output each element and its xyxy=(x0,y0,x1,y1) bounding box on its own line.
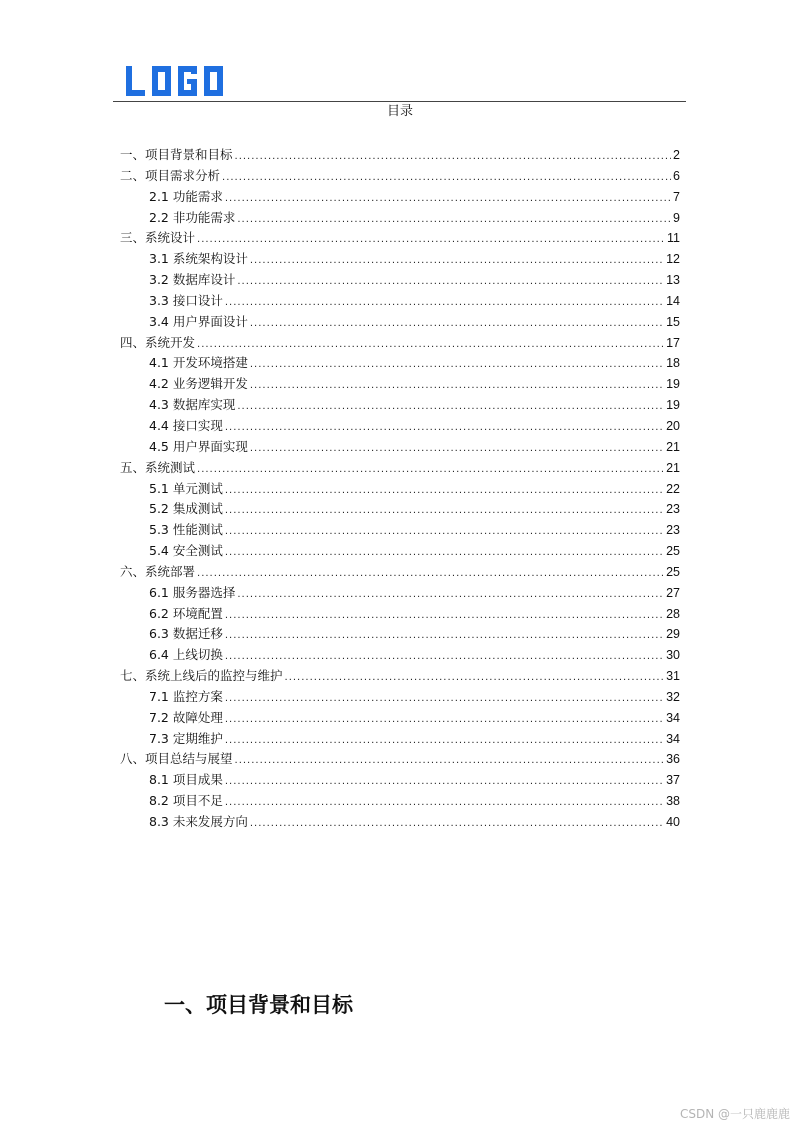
toc-section-entry[interactable] xyxy=(120,395,680,416)
toc-entry-label: 8.3 未来发展方向 xyxy=(149,814,248,829)
header-divider xyxy=(113,101,686,102)
toc-dot-leader xyxy=(250,251,664,272)
toc-dot-leader xyxy=(250,439,664,460)
toc-section-entry[interactable] xyxy=(120,416,680,437)
toc-entry-label: 五、系统测试 xyxy=(120,459,196,475)
toc-dot-leader xyxy=(285,668,665,689)
table-of-contents xyxy=(120,145,680,833)
toc-dot-leader xyxy=(225,543,664,564)
toc-section-entry[interactable] xyxy=(120,353,680,374)
toc-dot-leader xyxy=(250,355,664,376)
toc-section-entry[interactable] xyxy=(120,291,680,312)
toc-dot-leader xyxy=(250,314,664,335)
toc-page-number: 18 xyxy=(666,356,680,371)
toc-dot-leader xyxy=(235,751,665,772)
toc-chapter-entry[interactable] xyxy=(120,145,680,166)
toc-section-entry[interactable] xyxy=(120,645,680,666)
toc-section-entry[interactable] xyxy=(120,604,680,625)
toc-dot-leader xyxy=(237,210,671,231)
toc-dot-leader xyxy=(237,397,664,418)
toc-page-number: 34 xyxy=(666,731,680,746)
toc-entry-label: 2.1 功能需求 xyxy=(149,188,223,204)
toc-page-number: 20 xyxy=(666,418,680,433)
toc-entry-label: 八、项目总结与展望 xyxy=(120,751,233,767)
toc-entry-label: 2.2 非功能需求 xyxy=(149,209,236,225)
toc-section-entry[interactable] xyxy=(120,249,680,270)
toc-page-number: 37 xyxy=(666,773,680,788)
toc-entry-label: 8.1 项目成果 xyxy=(149,772,223,788)
toc-entry-label: 4.3 数据库实现 xyxy=(149,397,236,413)
toc-section-entry[interactable] xyxy=(120,208,680,229)
toc-entry-label: 4.2 业务逻辑开发 xyxy=(149,376,248,392)
toc-dot-leader xyxy=(225,626,664,647)
toc-section-entry[interactable] xyxy=(120,624,680,645)
toc-title: 目录 xyxy=(386,104,413,119)
toc-page-number: 9 xyxy=(673,210,680,225)
toc-entry-label: 5.2 集成测试 xyxy=(149,501,223,517)
toc-page-number: 32 xyxy=(666,689,680,704)
toc-entry-label: 6.2 环境配置 xyxy=(149,605,223,621)
toc-dot-leader xyxy=(225,731,664,752)
toc-chapter-entry[interactable] xyxy=(120,228,680,249)
toc-entry-label: 7.2 故障处理 xyxy=(149,709,223,725)
toc-entry-label: 四、系统开发 xyxy=(120,334,196,350)
toc-page-number: 6 xyxy=(673,168,680,183)
toc-page-number: 36 xyxy=(666,752,680,767)
toc-entry-label: 7.1 监控方案 xyxy=(149,688,223,704)
toc-entry-label: 3.3 接口设计 xyxy=(149,292,223,308)
toc-entry-label: 6.3 数据迁移 xyxy=(149,626,223,642)
toc-page-number: 11 xyxy=(667,231,680,246)
toc-chapter-entry[interactable] xyxy=(120,166,680,187)
toc-entry-label: 7.3 定期维护 xyxy=(149,730,223,746)
toc-section-entry[interactable] xyxy=(120,770,680,791)
toc-dot-leader xyxy=(237,585,664,606)
toc-entry-label: 3.2 数据库设计 xyxy=(149,272,236,288)
toc-dot-leader xyxy=(225,606,664,627)
logo xyxy=(126,62,224,100)
toc-dot-leader xyxy=(237,272,664,293)
toc-dot-leader xyxy=(225,772,664,793)
toc-dot-leader xyxy=(225,793,664,814)
toc-entry-label: 4.1 开发环境搭建 xyxy=(149,355,248,371)
toc-page-number: 27 xyxy=(666,585,680,600)
toc-page-number: 30 xyxy=(666,648,680,663)
toc-page-number: 17 xyxy=(666,335,680,350)
toc-dot-leader xyxy=(225,689,664,710)
toc-dot-leader xyxy=(235,147,672,168)
toc-section-entry[interactable] xyxy=(120,708,680,729)
toc-entry-label: 5.3 性能测试 xyxy=(149,522,223,538)
toc-page-number: 34 xyxy=(666,710,680,725)
toc-page-number: 19 xyxy=(666,377,680,392)
toc-dot-leader xyxy=(225,710,664,731)
toc-page-number: 22 xyxy=(666,481,680,496)
toc-dot-leader xyxy=(225,293,664,314)
toc-section-entry[interactable] xyxy=(120,541,680,562)
toc-page-number: 21 xyxy=(666,439,680,454)
toc-entry-label: 5.4 安全测试 xyxy=(149,543,223,559)
toc-dot-leader xyxy=(197,460,664,481)
toc-page-number: 19 xyxy=(666,398,680,413)
toc-chapter-entry[interactable] xyxy=(120,458,680,479)
toc-entry-label: 8.2 项目不足 xyxy=(149,793,223,809)
toc-chapter-entry[interactable] xyxy=(120,666,680,687)
toc-page-number: 14 xyxy=(666,293,680,308)
toc-entry-label: 二、项目需求分析 xyxy=(120,167,221,183)
toc-page-number: 29 xyxy=(666,627,680,642)
toc-page-number: 40 xyxy=(666,815,680,829)
toc-entry-label: 4.5 用户界面实现 xyxy=(149,438,248,454)
toc-section-entry[interactable] xyxy=(120,437,680,458)
toc-section-entry[interactable] xyxy=(120,583,680,604)
toc-dot-leader xyxy=(250,376,664,397)
toc-dot-leader xyxy=(197,335,664,356)
toc-section-entry[interactable] xyxy=(120,499,680,520)
toc-page-number: 25 xyxy=(666,564,680,579)
toc-entry-label: 七、系统上线后的监控与维护 xyxy=(120,668,283,684)
toc-entry-label: 6.4 上线切换 xyxy=(149,647,223,663)
toc-section-entry[interactable] xyxy=(120,479,680,500)
toc-entry-label: 3.4 用户界面设计 xyxy=(149,313,248,329)
toc-entry-label: 5.1 单元测试 xyxy=(149,480,223,496)
toc-page-number: 23 xyxy=(666,523,680,538)
toc-page-number: 7 xyxy=(673,189,680,204)
toc-entry-label: 一、项目背景和目标 xyxy=(120,147,233,162)
toc-section-entry[interactable] xyxy=(120,812,680,833)
toc-section-entry[interactable] xyxy=(120,270,680,291)
watermark-text: CSDN @一只鹿鹿鹿 xyxy=(679,1107,790,1121)
toc-section-entry[interactable] xyxy=(120,687,680,708)
toc-dot-leader xyxy=(225,647,664,668)
toc-section-entry[interactable] xyxy=(120,312,680,333)
toc-entry-label: 3.1 系统架构设计 xyxy=(149,251,248,267)
toc-entry-label: 三、系统设计 xyxy=(120,230,196,246)
toc-section-entry[interactable] xyxy=(120,791,680,812)
section-heading: 一、项目背景和目标 xyxy=(164,993,353,1017)
toc-page-number: 2 xyxy=(673,148,680,162)
toc-page-number: 25 xyxy=(666,544,680,559)
toc-entry-label: 4.4 接口实现 xyxy=(149,417,223,433)
toc-entry-label: 六、系统部署 xyxy=(120,563,196,579)
toc-page-number: 15 xyxy=(666,314,680,329)
toc-dot-leader xyxy=(225,481,664,502)
toc-dot-leader xyxy=(225,189,671,210)
watermark xyxy=(680,1106,790,1122)
toc-dot-leader xyxy=(225,418,664,439)
toc-dot-leader xyxy=(250,814,664,835)
toc-chapter-entry[interactable] xyxy=(120,333,680,354)
toc-page-number: 31 xyxy=(666,669,680,684)
toc-dot-leader xyxy=(197,564,664,585)
toc-page-number: 12 xyxy=(666,252,680,267)
toc-chapter-entry[interactable] xyxy=(120,562,680,583)
toc-section-entry[interactable] xyxy=(120,520,680,541)
toc-dot-leader xyxy=(225,522,664,543)
toc-dot-leader xyxy=(197,230,665,251)
toc-section-entry[interactable] xyxy=(120,374,680,395)
toc-chapter-entry[interactable] xyxy=(120,749,680,770)
toc-dot-leader xyxy=(225,501,664,522)
logo-mark xyxy=(126,66,224,96)
toc-page-number: 38 xyxy=(666,794,680,809)
toc-page-number: 28 xyxy=(666,606,680,621)
toc-entry-label: 6.1 服务器选择 xyxy=(149,584,236,600)
toc-page-number: 23 xyxy=(666,502,680,517)
toc-section-entry[interactable] xyxy=(120,729,680,750)
toc-page-number: 13 xyxy=(666,273,680,288)
toc-page-number: 21 xyxy=(666,460,680,475)
toc-dot-leader xyxy=(222,168,671,189)
toc-section-entry[interactable] xyxy=(120,187,680,208)
